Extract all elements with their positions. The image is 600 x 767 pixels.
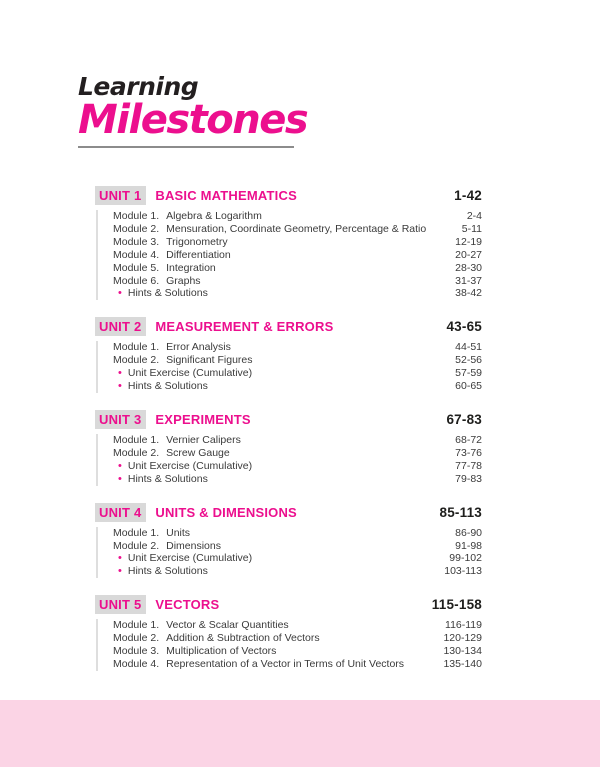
row-pages: 120-129 [443,632,482,645]
row-pages: 2-4 [466,210,482,222]
row-pages: 5-11 [461,222,482,235]
row-pages: 60-65 [455,380,482,393]
row-label: Module 1. [113,526,160,539]
row-title: Significant Figures [166,354,253,367]
row-pages: 31-37 [455,274,482,287]
unit-rows [96,434,482,486]
row-title: Integration [166,261,216,274]
unit-pages: 85-113 [439,504,482,520]
row-pages: 79-83 [455,472,482,485]
unit-rows [96,341,482,393]
toc-row [113,447,482,460]
unit-header [95,410,482,429]
toc-row [113,527,482,540]
toc-row [113,632,482,645]
unit-label-chip: UNIT 5 [95,595,146,614]
page-title-line2: Milestones [78,97,308,144]
row-title: Hints & Solutions [127,472,208,485]
row-title: Dimensions [166,539,221,552]
toc-row [113,434,482,447]
row-pages: 73-76 [455,446,482,459]
toc-row [113,619,482,632]
row-pages: 12-19 [455,235,482,248]
row-pages: 91-98 [455,539,482,552]
footer-band [0,700,600,767]
toc-row [113,275,482,288]
row-title: Unit Exercise (Cumulative) [127,367,253,380]
toc-row [113,473,482,486]
row-title: Units [166,526,191,539]
row-title: Trigonometry [166,235,228,248]
unit-title: UNITS & DIMENSIONS [155,504,297,520]
unit-header [95,186,482,205]
unit-rows [96,210,482,300]
toc-row [113,540,482,553]
row-pages: 86-90 [455,526,482,539]
unit-header [95,595,482,614]
row-pages: 116-119 [445,619,482,632]
page-title-line1: Learning [78,72,199,101]
unit-pages: 1-42 [454,188,482,203]
unit-rows [96,619,482,671]
row-title: Screw Gauge [166,446,230,459]
unit-header [95,503,482,522]
unit-header [95,317,482,336]
row-title: Hints & Solutions [127,565,208,578]
unit-label-chip: UNIT 3 [95,410,146,429]
row-pages: 20-27 [455,248,482,261]
bullet-icon: • [118,565,122,578]
page-title [78,74,307,148]
row-title: Vector & Scalar Quantities [166,619,289,632]
row-label: Module 1. [113,433,160,446]
row-title: Addition & Subtraction of Vectors [166,632,320,645]
toc-row [113,565,482,578]
toc-row [113,354,482,367]
row-label: Module 3. [113,235,160,248]
row-pages: 130-134 [443,645,482,658]
row-pages: 135-140 [443,657,482,670]
toc-row [113,287,482,300]
row-pages: 57-59 [455,367,482,380]
unit-pages: 43-65 [446,319,482,335]
row-title: Mensuration, Coordinate Geometry, Percentage & Ratio [166,222,427,235]
row-pages: 68-72 [455,433,482,446]
bullet-icon: • [118,459,122,472]
toc-row [113,460,482,473]
row-title: Algebra & Logarithm [166,210,262,222]
row-title: Vernier Calipers [166,433,241,446]
toc-unit [95,503,482,579]
toc-row [113,210,482,223]
row-label: Module 1. [113,619,160,632]
row-pages: 52-56 [455,354,482,367]
row-title: Unit Exercise (Cumulative) [127,552,253,565]
row-label: Module 2. [113,539,160,552]
row-label: Module 2. [113,222,160,235]
row-pages: 38-42 [455,287,482,300]
toc-row [113,380,482,393]
row-label: Module 3. [113,645,160,658]
row-label: Module 5. [113,261,160,274]
row-label: Module 4. [113,657,160,670]
toc-row [113,262,482,275]
unit-rows [96,527,482,579]
title-underline-rule [78,146,294,148]
row-title: Hints & Solutions [127,287,208,300]
unit-label-chip: UNIT 2 [95,317,146,336]
toc-row [113,645,482,658]
toc-unit [95,595,482,671]
row-pages: 44-51 [455,341,482,354]
toc-unit [95,410,482,486]
toc-row [113,223,482,236]
row-label: Module 2. [113,446,160,459]
unit-title: BASIC MATHEMATICS [155,188,297,203]
bullet-icon: • [118,472,122,485]
row-title: Unit Exercise (Cumulative) [127,459,253,472]
toc-row [113,658,482,671]
toc-row [113,341,482,354]
bullet-icon: • [118,552,122,565]
toc-row [113,367,482,380]
unit-title: MEASUREMENT & ERRORS [155,319,334,335]
row-title: Representation of a Vector in Terms of Unit Vectors [166,657,405,670]
toc-row [113,552,482,565]
toc-unit [95,317,482,393]
toc [95,186,482,688]
row-pages: 103-113 [444,565,482,578]
row-title: Graphs [166,274,201,287]
unit-pages: 67-83 [446,411,482,427]
row-title: Hints & Solutions [127,380,208,393]
row-pages: 99-102 [449,552,482,565]
row-pages: 77-78 [455,459,482,472]
toc-row [113,236,482,249]
row-title: Error Analysis [166,341,231,354]
row-label: Module 2. [113,632,160,645]
bullet-icon: • [118,287,122,300]
toc-row [113,249,482,262]
unit-label-chip: UNIT 1 [95,186,146,205]
row-title: Differentiation [166,248,231,261]
row-label: Module 1. [113,210,160,222]
row-title: Multiplication of Vectors [166,645,277,658]
row-label: Module 2. [113,354,160,367]
unit-pages: 115-158 [431,597,482,613]
row-label: Module 4. [113,248,160,261]
bullet-icon: • [118,367,122,380]
row-label: Module 6. [113,274,160,287]
bullet-icon: • [118,380,122,393]
unit-title: VECTORS [155,597,220,613]
unit-title: EXPERIMENTS [155,411,251,427]
unit-label-chip: UNIT 4 [95,503,146,522]
row-pages: 28-30 [455,261,482,274]
toc-unit [95,186,482,300]
row-label: Module 1. [113,341,160,354]
